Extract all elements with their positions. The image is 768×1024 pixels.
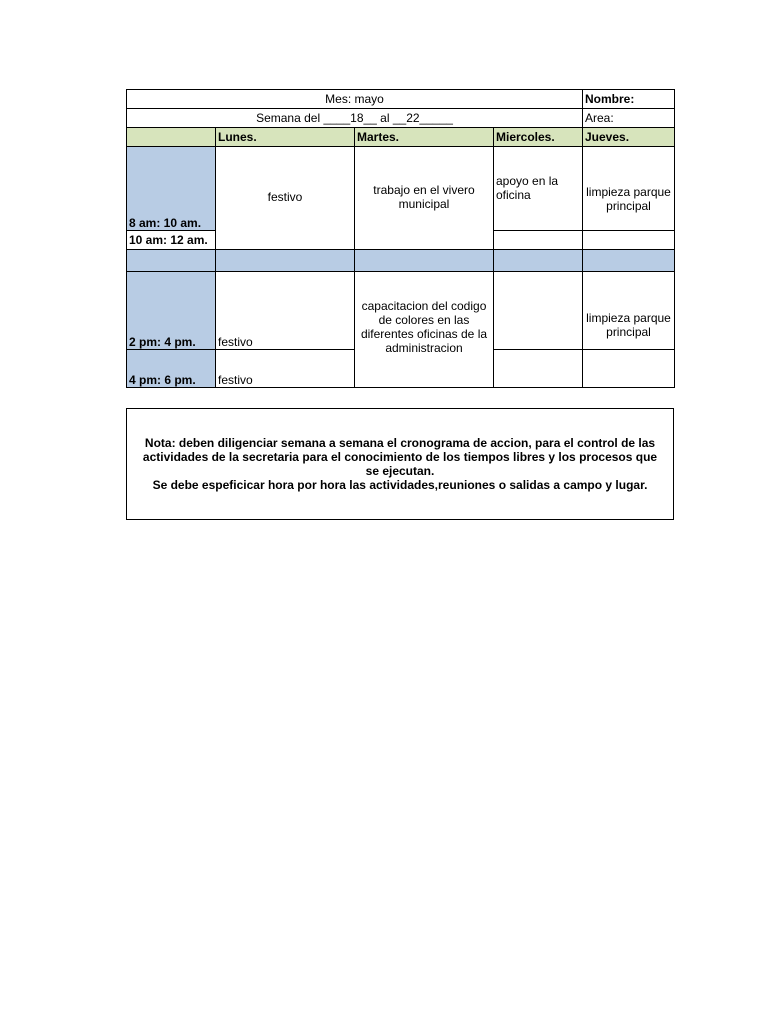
time-slot-2-4: 2 pm: 4 pm. [127,272,216,350]
cell-miercoles-pm2 [494,350,583,388]
month-cell: Mes: mayo [127,90,583,109]
schedule-table [126,89,675,388]
time-slot-8-10: 8 am: 10 am. [127,147,216,231]
day-header-martes: Martes. [355,128,494,147]
day-header-blank [127,128,216,147]
cell-jueves-am: limpieza parque principal [583,147,675,231]
break-cell-1 [127,250,216,272]
week-cell: Semana del ____18__ al __22_____ [127,109,583,128]
cell-jueves-pm2 [583,350,675,388]
cell-miercoles-t2 [494,231,583,250]
cell-jueves-pm1: limpieza parque principal [583,272,675,350]
time-slot-10-12: 10 am: 12 am. [127,231,216,250]
note-box [126,408,674,520]
cell-miercoles-pm1 [494,272,583,350]
cell-lunes-pm2: festivo [216,350,355,388]
break-cell-4 [494,250,583,272]
note-line-2: Se debe espeficicar hora por hora las actividades,reuniones o salidas a campo y lugar. [152,478,648,492]
day-header-jueves: Jueves. [583,128,675,147]
area-label: Area: [583,109,675,128]
day-header-lunes: Lunes. [216,128,355,147]
break-cell-3 [355,250,494,272]
break-cell-2 [216,250,355,272]
cell-jueves-t2 [583,231,675,250]
cell-martes-am: trabajo en el vivero municipal [355,147,494,250]
note-line-1: Nota: deben diligenciar semana a semana el cronograma de accion, para el control de las actividades de la secretaria para el conocimiento de los tiempos libres y los procesos que se ejecutan. [142,436,658,478]
time-slot-4-6: 4 pm: 6 pm. [127,350,216,388]
cell-martes-pm: capacitacion del codigo de colores en las diferentes oficinas de la administracion [355,272,494,388]
break-cell-5 [583,250,675,272]
day-header-miercoles: Miercoles. [494,128,583,147]
name-label: Nombre: [583,90,675,109]
cell-miercoles-am: apoyo en la oficina [494,147,583,231]
cell-lunes-am: festivo [216,147,355,250]
cell-lunes-pm1: festivo [216,272,355,350]
